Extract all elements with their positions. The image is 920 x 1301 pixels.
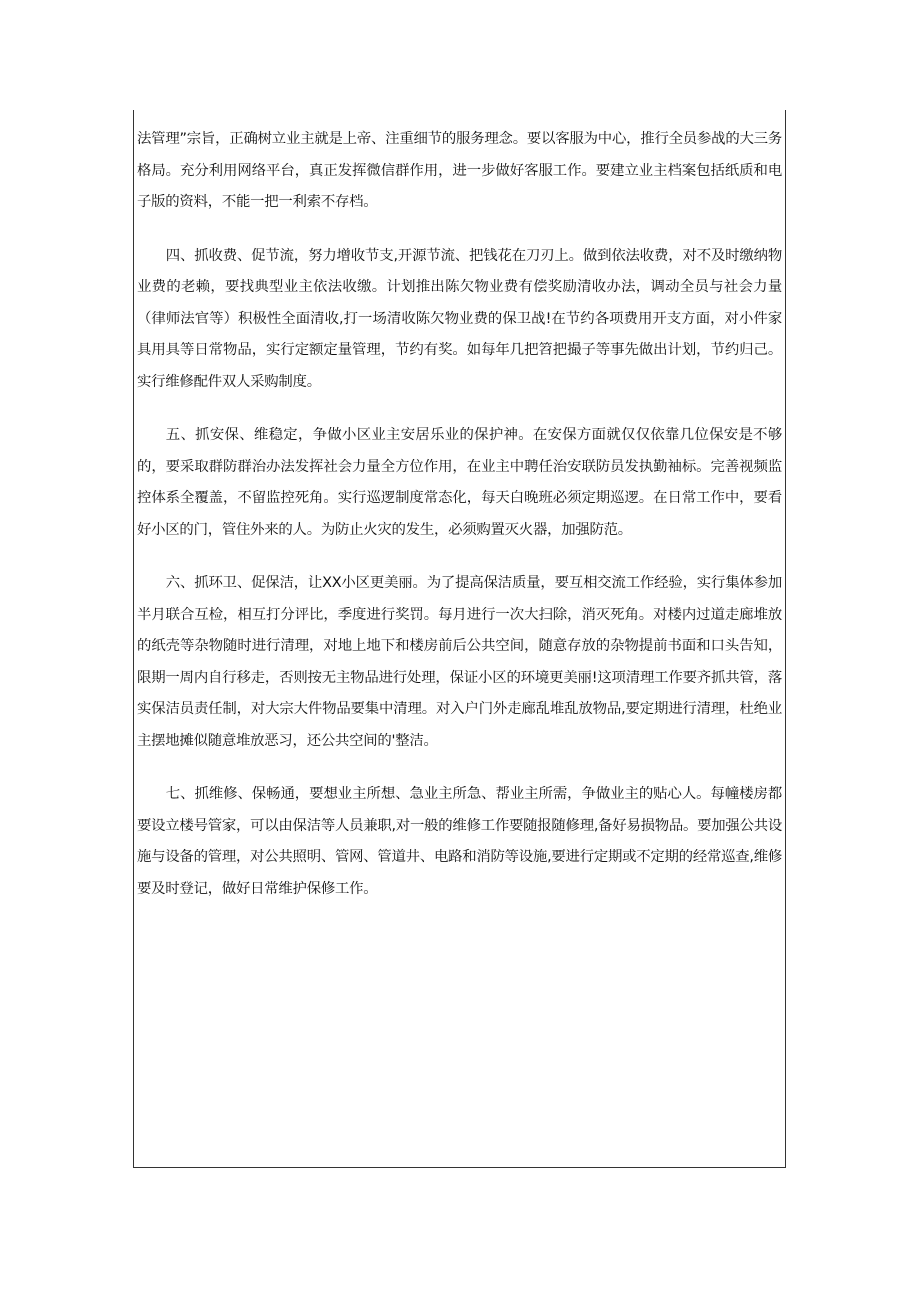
paragraph-sanitation: 六、抓环卫、促保洁，让XX小区更美丽。为了提高保洁质量，要互相交流工作经验，实行集体参加半月联合互检，相互打分评比，季度进行奖罚。每月进行一次大扫除，消灭死角。对楼内过道走廊堆放的纸壳等杂物随时进行清理，对地上地下和楼房前后公共空间，随意存放的杂物提前书面和口头告知，限期一周内自行移走，否则按无主物品进行处理，保证小区的环境更美丽!这项清理工作要齐抓共管，落实保洁员责任制，对大宗大件物品要集中清理。对入户门外走廊乱堆乱放物品,要定期进行清理，杜绝业主摆地摊似随意堆放恶习，还公共空间的'整洁。 [137, 575, 782, 749]
document-body [137, 124, 782, 905]
paragraph-customer-service: 法管理”宗旨，正确树立业主就是上帝、注重细节的服务理念。要以客服为中心，推行全员参战的大三务格局。充分利用网络平台，真正发挥微信群作用，进一步做好客服工作。要建立业主档案包括纸质和电子版的资料，不能一把一利索不存档。 [137, 131, 782, 210]
paragraph-security: 五、抓安保、维稳定，争做小区业主安居乐业的保护神。在安保方面就仅仅依靠几位保安是不够的，要采取群防群治办法发挥社会力量全方位作用，在业主中聘任治安联防员发执勤袖标。完善视频监控体系全覆盖，不留监控死角。实行巡逻制度常态化，每天白晚班必须定期巡逻。在日常工作中，要看好小区的门，管住外来的人。为防止火灾的发生，必须购置灭火器，加强防范。 [137, 427, 782, 538]
paragraph-fee-collection: 四、抓收费、促节流，努力增收节支,开源节流、把钱花在刀刃上。做到依法收费，对不及时缴纳物业费的老赖，要找典型业主依法收缴。计划推出陈欠物业费有偿奖励清收办法，调动全员与社会力量（律师法官等）积极性全面清收,打一场清收陈欠物业费的保卫战!在节约各项费用开支方面，对小件家具用具等日常物品，实行定额定量管理，节约有奖。如每年几把笤把撮子等事先做出计划，节约归己。实行维修配件双人采购制度。 [137, 247, 782, 390]
document-page [133, 110, 786, 1168]
paragraph-maintenance: 七、抓维修、保畅通，要想业主所想、急业主所急、帮业主所需，争做业主的贴心人。每幢楼房都要设立楼号管家，可以由保洁等人员兼职,对一般的维修工作要随报随修理,备好易损物品。要加强公共设施与设备的管理，对公共照明、管网、管道井、电路和消防等设施,要进行定期或不定期的经常巡查,维修要及时登记，做好日常维护保修工作。 [137, 786, 782, 897]
